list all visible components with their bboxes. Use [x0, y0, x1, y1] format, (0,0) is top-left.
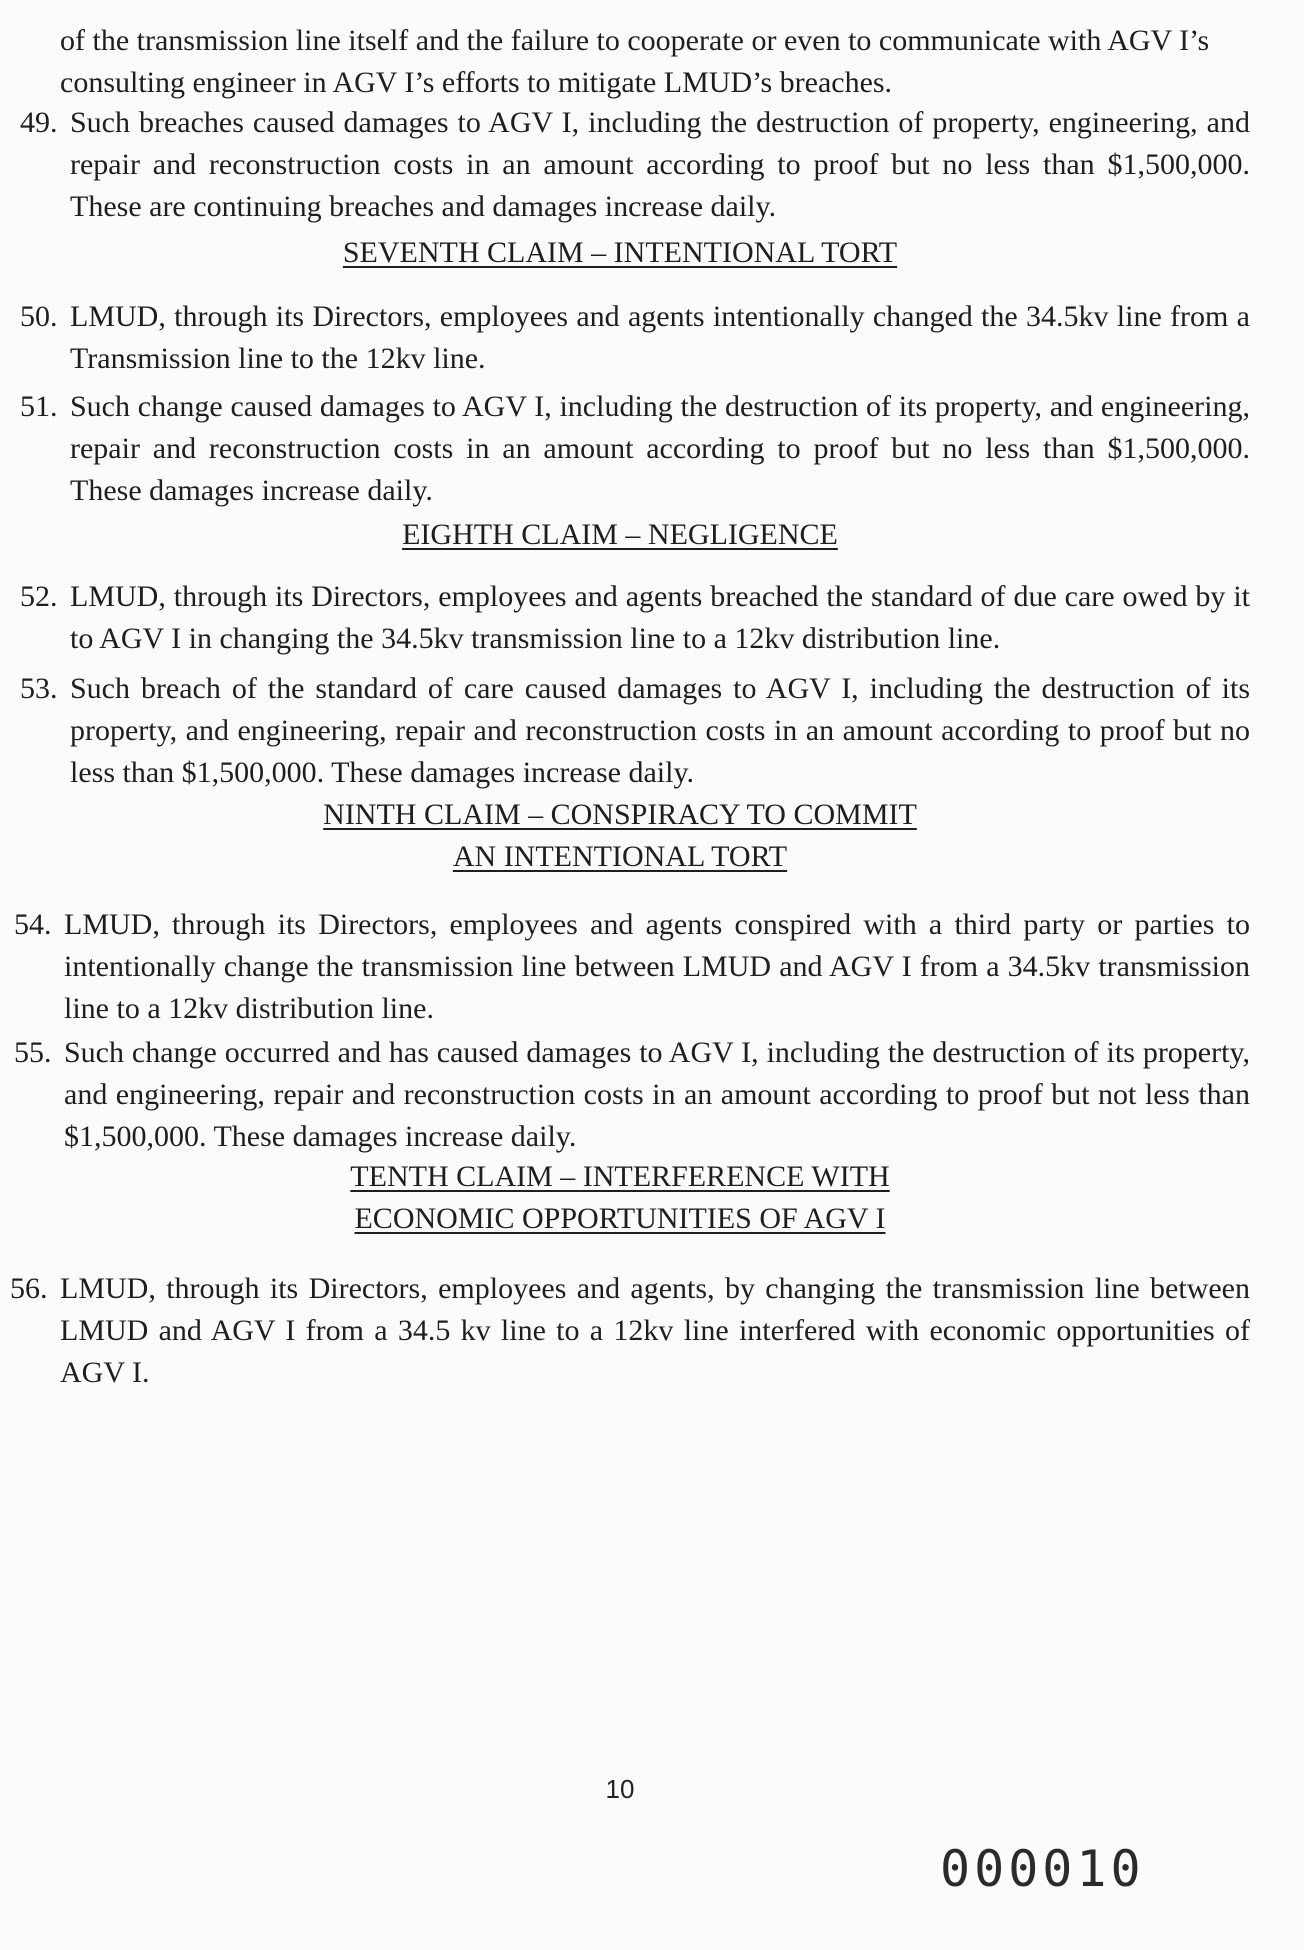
paragraph-text: LMUD, through its Directors, employees and agents intentionally changed the 34.5kv line from a Transmission line to the 12kv line. [70, 300, 1250, 375]
paragraph-number: 55. [14, 1036, 52, 1069]
paragraph-56 [10, 1268, 1250, 1394]
paragraph-text: Such change occurred and has caused damages to AGV I, including the destruction of its property, and engineering, repair and reconstruction costs in an amount according to proof but not less than $1,500,000. These damages increase daily. [64, 1036, 1250, 1153]
heading-text-line-2: ECONOMIC OPPORTUNITIES OF AGV I [354, 1202, 886, 1235]
page-number: 10 [605, 1774, 635, 1804]
ninth-claim-heading [0, 794, 1240, 878]
paragraph-text: LMUD, through its Directors, employees and agents, by changing the transmission line between LMUD and AGV I from a 34.5 kv line to a 12kv line interfered with economic opportunities of AGV I. [60, 1272, 1250, 1389]
paragraph-number: 52. [20, 580, 58, 613]
paragraph-text: LMUD, through its Directors, employees and agents conspired with a third party or parties to intentionally change the transmission line between LMUD and AGV I from a 34.5kv transmission line to a 12kv distribution line. [64, 908, 1250, 1025]
continuation-text [60, 20, 1240, 104]
paragraph-number: 54. [14, 908, 52, 941]
paragraph-52 [20, 576, 1250, 660]
paragraph-54 [14, 904, 1250, 1030]
seventh-claim-heading [0, 232, 1240, 274]
continuation-line-text: of the transmission line itself and the failure to cooperate or even to communicate with AGV I’s consulting engineer in AGV I’s efforts to mitigate LMUD’s breaches. [60, 24, 1210, 99]
heading-text-line-2: AN INTENTIONAL TORT [452, 840, 788, 873]
eighth-claim-heading [0, 514, 1240, 556]
paragraph-49 [20, 102, 1250, 228]
paragraph-number: 53. [20, 672, 58, 705]
bates-number-stamp: 000010 [940, 1840, 1145, 1898]
tenth-claim-heading [0, 1156, 1240, 1240]
paragraph-number: 56. [10, 1272, 48, 1305]
paragraph-53 [20, 668, 1250, 794]
paragraph-number: 50. [20, 300, 58, 333]
paragraph-text: Such breaches caused damages to AGV I, including the destruction of property, engineering, and repair and reconstruction costs in an amount according to proof but no less than $1,500,000. These are continuing breaches and damages increase daily. [70, 106, 1250, 223]
heading-text: SEVENTH CLAIM – INTENTIONAL TORT [342, 236, 898, 269]
heading-text-line-1: TENTH CLAIM – INTERFERENCE WITH [350, 1160, 890, 1193]
heading-text-line-1: NINTH CLAIM – CONSPIRACY TO COMMIT [323, 798, 917, 831]
paragraph-number: 49. [20, 106, 58, 139]
heading-text: EIGHTH CLAIM – NEGLIGENCE [402, 518, 838, 551]
paragraph-number: 51. [20, 390, 58, 423]
paragraph-text: Such breach of the standard of care caused damages to AGV I, including the destruction of its property, and engineering, repair and reconstruction costs in an amount according to proof but no less than $1,500,000. These damages increase daily. [70, 672, 1250, 789]
paragraph-51 [20, 386, 1250, 512]
paragraph-55 [14, 1032, 1250, 1158]
paragraph-text: LMUD, through its Directors, employees and agents breached the standard of due care owed by it to AGV I in changing the 34.5kv transmission line to a 12kv distribution line. [70, 580, 1250, 655]
paragraph-text: Such change caused damages to AGV I, including the destruction of its property, and engineering, repair and reconstruction costs in an amount according to proof but no less than $1,500,000. These damages increase daily. [70, 390, 1250, 507]
paragraph-50 [20, 296, 1250, 380]
